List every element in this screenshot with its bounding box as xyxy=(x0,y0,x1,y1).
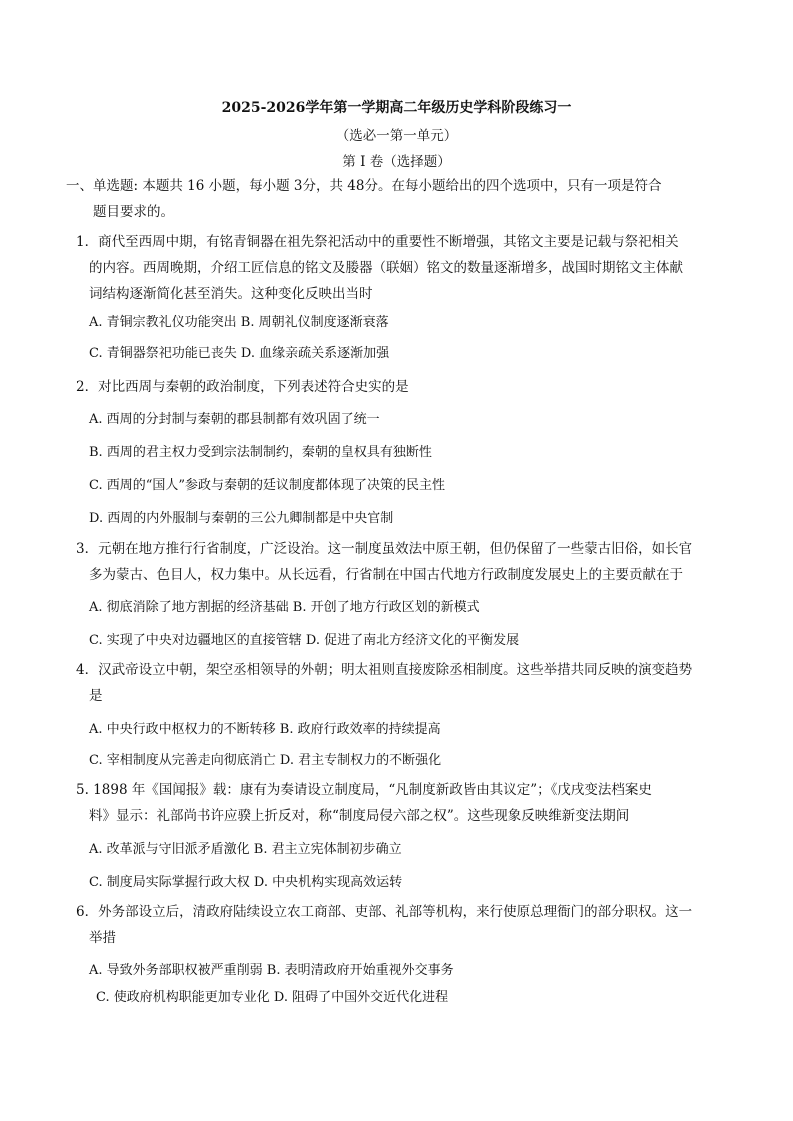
question-1-option-row-2: C. 青铜器祭祀功能已丧失 D. 血缘亲疏关系逐渐加强 xyxy=(89,346,390,361)
question-5-stem-line-2: 料》显示：礼部尚书许应骙上折反对，称“制度局侵六部之权”。这些现象反映维新变法期间 xyxy=(89,808,630,824)
question-5-option-row-1: A. 改革派与守旧派矛盾激化 B. 君主立宪体制初步确立 xyxy=(89,842,402,857)
question-2-option-b: B. 西周的君主权力受到宗法制制约，秦朝的皇权具有独断性 xyxy=(89,445,432,460)
question-4-stem-line-1: 4．汉武帝设立中朝，架空丞相领导的外朝；明太祖则直接废除丞相制度。这些举措共同反映的演变趋势 xyxy=(76,662,693,678)
question-1-stem-line-1: 1．商代至西周中期，有铭青铜器在祖先祭祀活动中的重要性不断增强，其铭文主要是记载与祭祀相关 xyxy=(76,234,679,250)
question-4-option-row-1: A. 中央行政中枢权力的不断转移 B. 政府行政效率的持续提高 xyxy=(89,722,441,737)
question-3-option-row-2: C. 实现了中央对边疆地区的直接管辖 D. 促进了南北方经济文化的平衡发展 xyxy=(89,633,520,648)
section-instruction-line-1: 一、单选题: 本题共 16 小题，每小题 3分，共 48分。在每小题给出的四个选项中，只有一项是符合 xyxy=(66,178,662,194)
question-3-stem-line-1: 3．元朝在地方推行行省制度，广泛设治。这一制度虽效法中原王朝，但仍保留了一些蒙古旧俗，如长官 xyxy=(76,541,693,557)
page-title: 2025-2026学年第一学期高二年级历史学科阶段练习一 xyxy=(221,100,572,116)
question-5-stem-line-1: 5. 1898 年《国闻报》载：康有为奏请设立制度局，“凡制度新政皆由其议定”；《戊戌变法档案史 xyxy=(76,782,652,798)
question-6-stem-line-2: 举措 xyxy=(89,930,116,946)
section-instruction-line-2: 题目要求的。 xyxy=(93,204,174,220)
question-1-option-row-1: A. 青铜宗教礼仪功能突出 B. 周朝礼仪制度逐渐衰落 xyxy=(89,315,389,330)
question-3-stem-line-2: 多为蒙古、色目人，权力集中。从长远看，行省制在中国古代地方行政制度发展史上的主要贡献在于 xyxy=(89,567,683,583)
question-1-stem-line-2: 的内容。西周晚期，介绍工匠信息的铭文及媵器（联姻）铭文的数量逐渐增多，战国时期铭文主体献 xyxy=(89,260,683,276)
question-4-option-row-2: C. 宰相制度从完善走向彻底消亡 D. 君主专制权力的不断强化 xyxy=(89,753,442,768)
question-2-option-a: A. 西周的分封制与秦朝的郡县制都有效巩固了统一 xyxy=(89,412,380,427)
question-3-option-row-1: A. 彻底消除了地方割据的经济基础 B. 开创了地方行政区划的新模式 xyxy=(89,600,480,615)
question-5-option-row-2: C. 制度局实际掌握行政大权 D. 中央机构实现高效运转 xyxy=(89,875,403,890)
page-subtitle: （选必一第一单元） xyxy=(335,128,458,144)
question-4-stem-line-2: 是 xyxy=(89,688,103,704)
volume-heading: 第 I 卷（选择题） xyxy=(342,154,451,170)
question-6-option-row-2: C. 使政府机构职能更加专业化 D. 阻碍了中国外交近代化进程 xyxy=(96,990,449,1005)
question-2-option-c: C. 西周的“国人”参政与秦朝的廷议制度都体现了决策的民主性 xyxy=(89,478,446,493)
question-1-stem-line-3: 词结构逐渐简化甚至消失。这种变化反映出当时 xyxy=(89,286,373,302)
question-6-option-row-1: A. 导致外务部职权被严重削弱 B. 表明清政府开始重视外交事务 xyxy=(89,963,454,978)
question-6-stem-line-1: 6．外务部设立后，清政府陆续设立农工商部、吏部、礼部等机构，来行使原总理衙门的部分职权。这一 xyxy=(76,904,693,920)
question-2-stem-line-1: 2．对比西周与秦朝的政治制度，下列表述符合史实的是 xyxy=(76,379,409,395)
question-2-option-d: D. 西周的内外服制与秦朝的三公九卿制都是中央官制 xyxy=(89,511,394,526)
